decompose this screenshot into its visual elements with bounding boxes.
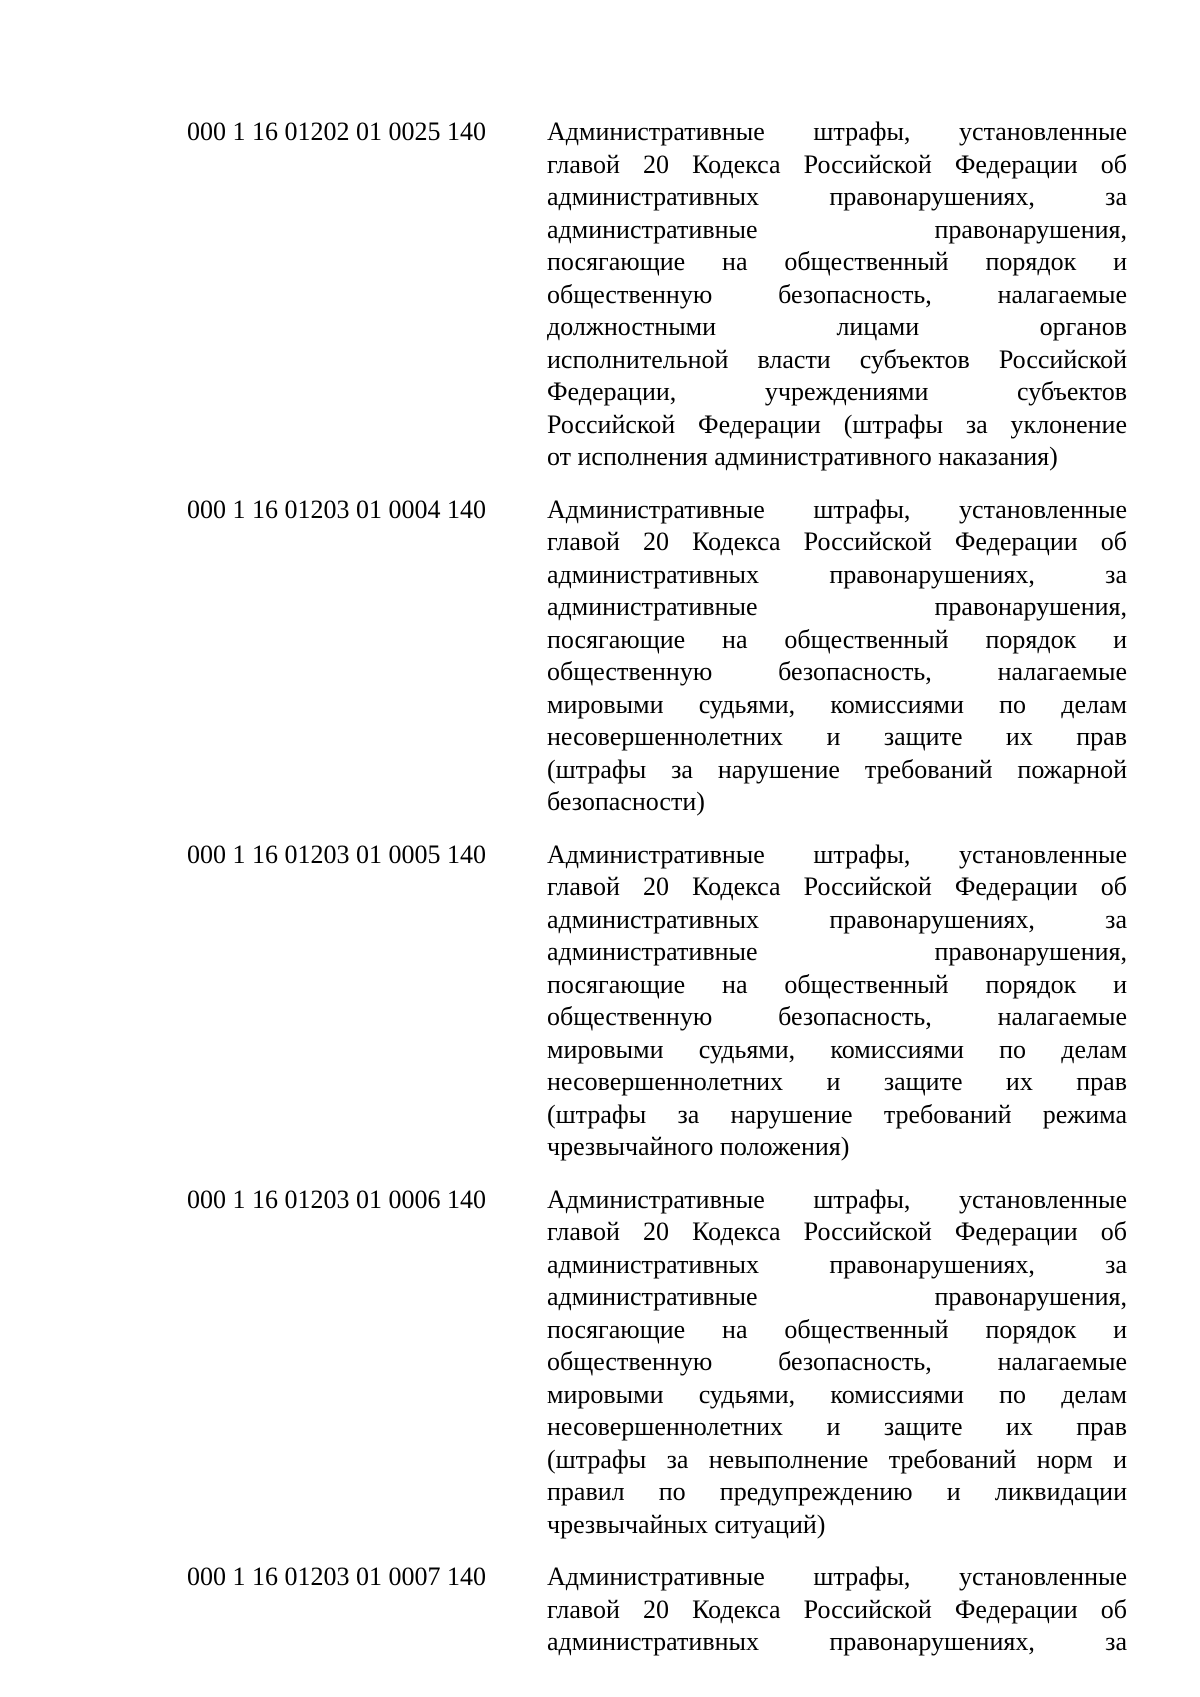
description-line: административных правонарушениях, за xyxy=(547,904,1127,934)
description-line: мировыми судьями, комиссиями по делам xyxy=(547,1034,1127,1064)
revenue-description xyxy=(547,494,1127,819)
description-line: несовершеннолетних и защите их прав xyxy=(547,1412,1127,1441)
description-line: Административные штрафы, установленные xyxy=(547,1184,1127,1214)
description-line: административных правонарушениях, за xyxy=(547,1627,1127,1656)
description-line: Федерации, учреждениями субъектов xyxy=(547,377,1127,406)
description-line: несовершеннолетних и защите их прав xyxy=(547,722,1127,751)
budget-classification-code: 000 1 16 01203 01 0004 140 xyxy=(187,494,486,524)
description-line: главой 20 Кодекса Российской Федерации об xyxy=(547,872,1127,901)
description-line: Административные штрафы, установленные xyxy=(547,117,1127,146)
budget-code-list xyxy=(187,116,1127,1679)
budget-code-entry xyxy=(187,1184,1127,1542)
description-line: главой 20 Кодекса Российской Федерации об xyxy=(547,1217,1127,1246)
budget-classification-code: 000 1 16 01203 01 0006 140 xyxy=(187,1184,486,1214)
description-line: Административные штрафы, установленные xyxy=(547,494,1127,524)
description-line: административных правонарушениях, за xyxy=(547,1249,1127,1279)
description-line: Российской Федерации (штрафы за уклонение xyxy=(547,409,1127,439)
description-line: от исполнения административного наказания) xyxy=(547,442,1058,471)
description-line: административные правонарушения, xyxy=(547,937,1127,966)
description-line: правил по предупреждению и ликвидации xyxy=(547,1477,1127,1506)
revenue-description xyxy=(547,1561,1127,1659)
description-line: общественную безопасность, налагаемые xyxy=(547,1002,1127,1031)
revenue-description xyxy=(547,1184,1127,1542)
description-line: Административные штрафы, установленные xyxy=(547,1562,1127,1591)
revenue-description xyxy=(547,116,1127,474)
description-line: (штрафы за невыполнение требований норм и xyxy=(547,1444,1127,1474)
description-line: посягающие на общественный порядок и xyxy=(547,624,1127,654)
budget-code-entry xyxy=(187,494,1127,819)
description-line: общественную безопасность, налагаемые xyxy=(547,279,1127,309)
budget-code-entry xyxy=(187,116,1127,474)
description-line: общественную безопасность, налагаемые xyxy=(547,1347,1127,1376)
description-line: чрезвычайных ситуаций) xyxy=(547,1509,826,1539)
description-line: Административные штрафы, установленные xyxy=(547,839,1127,869)
budget-classification-code: 000 1 16 01202 01 0025 140 xyxy=(187,117,486,146)
description-line: посягающие на общественный порядок и xyxy=(547,247,1127,276)
description-line: (штрафы за нарушение требований режима xyxy=(547,1099,1127,1129)
description-line: мировыми судьями, комиссиями по делам xyxy=(547,689,1127,719)
description-line: посягающие на общественный порядок и xyxy=(547,1314,1127,1344)
description-line: административные правонарушения, xyxy=(547,214,1127,244)
description-line: административных правонарушениях, за xyxy=(547,182,1127,211)
description-line: общественную безопасность, налагаемые xyxy=(547,657,1127,686)
description-line: должностными лицами органов xyxy=(547,312,1127,341)
budget-code-entry xyxy=(187,839,1127,1164)
description-line: административные правонарушения, xyxy=(547,592,1127,621)
description-line: мировыми судьями, комиссиями по делам xyxy=(547,1379,1127,1409)
description-line: административных правонарушениях, за xyxy=(547,559,1127,589)
description-line: главой 20 Кодекса Российской Федерации об xyxy=(547,149,1127,179)
description-line: главой 20 Кодекса Российской Федерации об xyxy=(547,1594,1127,1624)
description-line: главой 20 Кодекса Российской Федерации об xyxy=(547,527,1127,556)
description-line: безопасности) xyxy=(547,787,705,816)
description-line: исполнительной власти субъектов Российской xyxy=(547,344,1127,374)
description-line: (штрафы за нарушение требований пожарной xyxy=(547,754,1127,784)
description-line: административные правонарушения, xyxy=(547,1282,1127,1311)
budget-code-entry xyxy=(187,1561,1127,1659)
description-line: чрезвычайного положения) xyxy=(547,1132,850,1161)
budget-classification-code: 000 1 16 01203 01 0007 140 xyxy=(187,1562,486,1591)
description-line: несовершеннолетних и защите их прав xyxy=(547,1067,1127,1096)
description-line: посягающие на общественный порядок и xyxy=(547,969,1127,999)
revenue-description xyxy=(547,839,1127,1164)
budget-classification-code: 000 1 16 01203 01 0005 140 xyxy=(187,839,486,869)
